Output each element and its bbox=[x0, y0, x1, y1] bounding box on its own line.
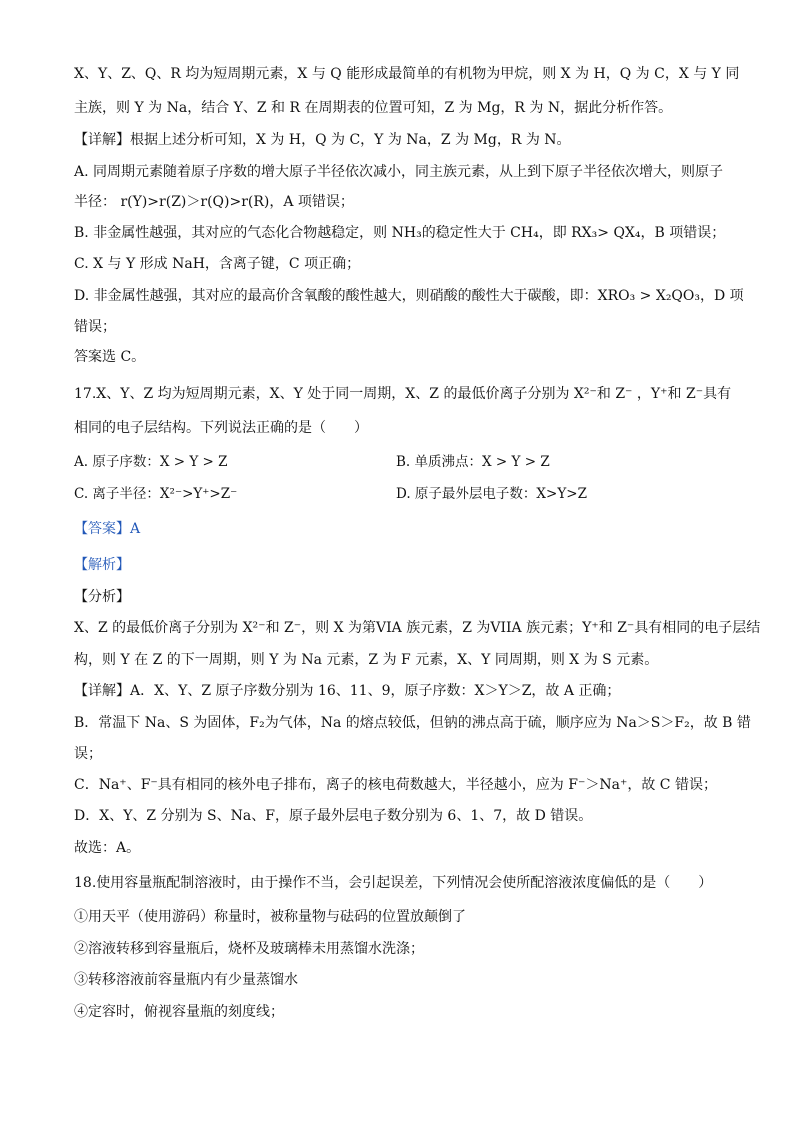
question-17-option-d: D. 原子最外层电子数：X>Y>Z bbox=[396, 486, 587, 502]
answer-label: 【答案】A bbox=[74, 521, 141, 537]
final-answer-17: 故选：A。 bbox=[74, 840, 141, 856]
analysis-17-line-1: X、Z 的最低价离子分别为 X²⁻和 Z⁻，则 X 为第VIA 族元素，Z 为VIIA 族元素；Y⁺和 Z⁻具有相同的电子层结 bbox=[74, 620, 761, 636]
option-d-explanation-2: 错误； bbox=[74, 319, 116, 335]
question-17-option-c: C. 离子半径：X²⁻>Y⁺>Z⁻ bbox=[74, 486, 238, 502]
question-18-item-1: ①用天平（使用游码）称量时，被称量物与砝码的位置放颠倒了 bbox=[74, 909, 466, 925]
analysis-line-1: X、Y、Z、Q、R 均为短周期元素，X 与 Q 能形成最简单的有机物为甲烷，则 X 为 H，Q 为 C，X 与 Y 同 bbox=[74, 66, 740, 82]
question-18-item-4: ④定容时，俯视容量瓶的刻度线； bbox=[74, 1004, 284, 1020]
option-b-explanation: B. 非金属性越强，其对应的气态化合物越稳定，则 NH₃的稳定性大于 CH₄，即 RX₃> QX₄，B 项错误； bbox=[74, 225, 726, 241]
option-d-explanation-1: D. 非金属性越强，其对应的最高价含氧酸的酸性越大，则硝酸的酸性大于碳酸，即：XRO₃ > X₂QO₃，D 项 bbox=[74, 288, 744, 304]
question-17-option-b: B. 单质沸点：X > Y > Z bbox=[396, 454, 550, 470]
option-a-explanation-2: 半径： r(Y)>r(Z)＞r(Q)>r(R)，A 项错误； bbox=[74, 194, 354, 210]
analysis-line-2: 主族，则 Y 为 Na，结合 Y、Z 和 R 在周期表的位置可知，Z 为 Mg，R 为 N，据此分析作答。 bbox=[74, 100, 673, 116]
analysis-17-line-2: 构，则 Y 在 Z 的下一周期，则 Y 为 Na 元素，Z 为 F 元素，X、Y 同周期，则 X 为 S 元素。 bbox=[74, 652, 659, 668]
jiexi-label: 【解析】 bbox=[74, 557, 130, 573]
detail-17-line-5: D．X、Y、Z 分别为 S、Na、F，原子最外层电子数分别为 6、1、7，故 D 错误。 bbox=[74, 808, 593, 824]
option-c-explanation: C. X 与 Y 形成 NaH，含离子键，C 项正确； bbox=[74, 256, 361, 272]
detail-17-line-4: C．Na⁺、F⁻具有相同的核外电子排布，离子的核电荷数越大，半径越小，应为 F⁻＞Na⁺，故 C 错误； bbox=[74, 777, 717, 793]
fenxi-label: 【分析】 bbox=[74, 589, 130, 605]
detail-line: 【详解】根据上述分析可知，X 为 H，Q 为 C，Y 为 Na，Z 为 Mg，R 为 N。 bbox=[74, 132, 571, 148]
question-18-stem: 18.使用容量瓶配制溶液时，由于操作不当，会引起误差，下列情况会使所配溶液浓度偏低的是（ ） bbox=[74, 875, 713, 891]
detail-17-line-2: B．常温下 Na、S 为固体，F₂为气体，Na 的熔点较低，但钠的沸点高于硫，顺序应为 Na＞S＞F₂，故 B 错 bbox=[74, 715, 751, 731]
question-17-stem-2: 相同的电子层结构。下列说法正确的是（ ） bbox=[74, 420, 368, 436]
question-18-item-2: ②溶液转移到容量瓶后，烧杯及玻璃棒未用蒸馏水洗涤； bbox=[74, 941, 424, 957]
detail-17-line-3: 误； bbox=[74, 746, 102, 762]
option-a-explanation-1: A. 同周期元素随着原子序数的增大原子半径依次减小，同主族元素，从上到下原子半径依次增大，则原子 bbox=[74, 164, 724, 180]
question-17-stem-1: 17.X、Y、Z 均为短周期元素，X、Y 处于同一周期，X、Z 的最低价离子分别为 X²⁻和 Z⁻ ，Y⁺和 Z⁻具有 bbox=[74, 386, 732, 402]
answer-line: 答案选 C。 bbox=[74, 349, 146, 365]
question-18-item-3: ③转移溶液前容量瓶内有少量蒸馏水 bbox=[74, 972, 298, 988]
detail-17-line-1: 【详解】A．X、Y、Z 原子序数分别为 16、11、9，原子序数：X＞Y＞Z，故 A 正确； bbox=[74, 683, 621, 699]
question-17-option-a: A. 原子序数：X > Y > Z bbox=[74, 454, 228, 470]
